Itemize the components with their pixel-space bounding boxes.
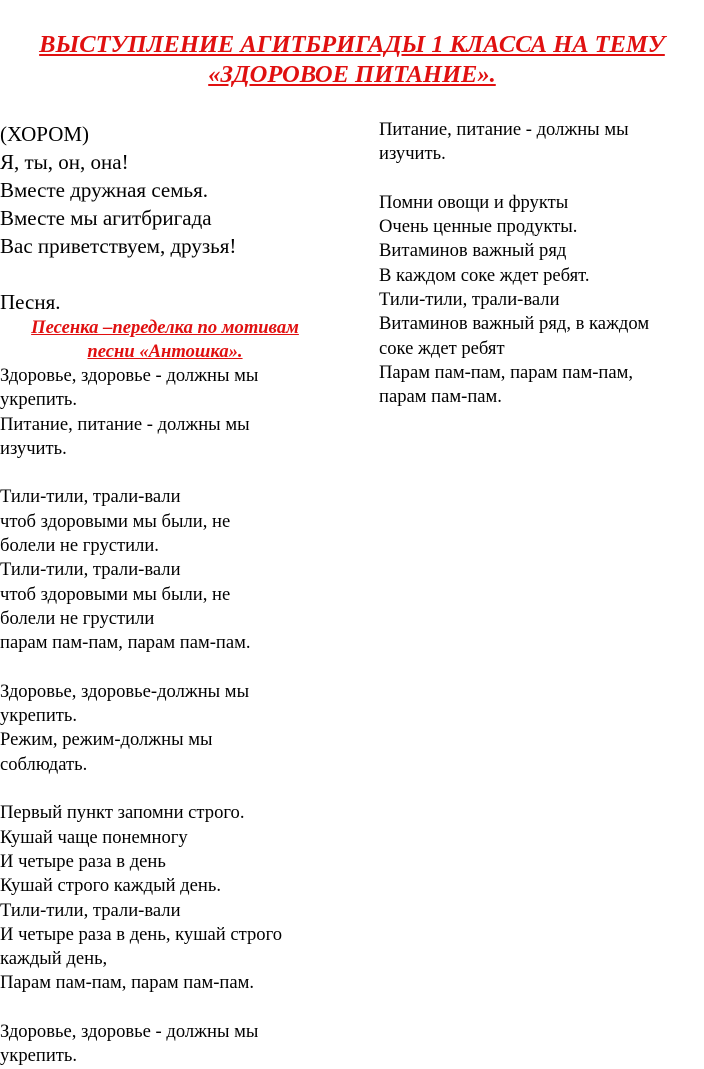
intro-line: Вместе дружная семья. bbox=[0, 178, 208, 202]
lyric-line: Витаминов важный ряд, в каждом bbox=[379, 313, 650, 335]
song-title-line-1: Песенка –переделка по мотивам bbox=[31, 317, 299, 338]
left-column bbox=[0, 120, 340, 1069]
lyric-line: каждый день, bbox=[0, 948, 108, 970]
right-column bbox=[379, 118, 699, 410]
lyric-line: Помни овощи и фрукты bbox=[379, 191, 569, 213]
intro-line: Вас приветствуем, друзья! bbox=[0, 234, 237, 258]
right-stanza-2 bbox=[379, 191, 699, 410]
title-line-2: «ЗДОРОВОЕ ПИТАНИЕ». bbox=[208, 61, 496, 88]
song-label: Песня. bbox=[0, 290, 61, 314]
document-title bbox=[0, 30, 704, 90]
lyric-line: Очень ценные продукты. bbox=[379, 216, 578, 238]
stanza-1 bbox=[0, 364, 340, 461]
lyric-line: Тили-тили, трали-вали bbox=[0, 899, 181, 921]
lyric-line: Здоровье, здоровье - должны мы bbox=[0, 365, 259, 386]
lyric-line: И четыре раза в день bbox=[0, 850, 166, 872]
intro-line: Я, ты, он, она! bbox=[0, 150, 129, 174]
lyric-line: Витаминов важный ряд bbox=[379, 240, 567, 262]
lyric-line: парам пам-пам, парам пам-пам. bbox=[0, 632, 251, 654]
lyric-line: Тили-тили, трали-вали bbox=[379, 289, 560, 311]
lyric-line: укрепить. bbox=[0, 705, 78, 727]
lyric-line: Первый пункт запомни строго. bbox=[0, 802, 245, 824]
lyric-line: соблюдать. bbox=[0, 753, 88, 775]
song-title bbox=[0, 316, 330, 364]
lyric-line: Тили-тили, трали-вали bbox=[0, 559, 181, 581]
stanza-4 bbox=[0, 801, 340, 995]
lyric-line: укрепить. bbox=[0, 389, 78, 411]
lyric-line: болели не грустили. bbox=[0, 535, 159, 557]
stanza-5 bbox=[0, 1020, 340, 1069]
lyric-line: парам пам-пам. bbox=[379, 386, 502, 408]
lyric-line: чтоб здоровыми мы были, не bbox=[0, 510, 231, 532]
lyric-line: укрепить. bbox=[0, 1045, 78, 1067]
lyric-line: соке ждет ребят bbox=[379, 337, 505, 359]
lyric-line: Питание, питание - должны мы bbox=[0, 413, 250, 435]
lyric-line: Парам пам-пам, парам пам-пам. bbox=[0, 972, 255, 994]
song-title-line-2: песни «Антошка». bbox=[87, 341, 243, 362]
stanza-3 bbox=[0, 680, 340, 777]
lyric-line: Кушай чаще понемногу bbox=[0, 826, 188, 848]
lyric-line: Парам пам-пам, парам пам-пам, bbox=[379, 361, 634, 383]
lyric-line: изучить. bbox=[0, 437, 67, 459]
lyric-line: Питание, питание - должны мы bbox=[379, 119, 629, 140]
lyric-line: В каждом соке ждет ребят. bbox=[379, 264, 590, 286]
lyric-line: И четыре раза в день, кушай строго bbox=[0, 923, 283, 945]
lyric-line: Здоровье, здоровье - должны мы bbox=[0, 1021, 259, 1043]
lyric-line: Тили-тили, трали-вали bbox=[0, 486, 181, 508]
lyric-line: болели не грустили bbox=[0, 607, 155, 629]
lyric-line: чтоб здоровыми мы были, не bbox=[0, 583, 231, 605]
right-stanza-1 bbox=[379, 118, 699, 167]
stanza-2 bbox=[0, 485, 340, 655]
intro-block bbox=[0, 120, 340, 260]
intro-line: Вместе мы агитбригада bbox=[0, 206, 212, 230]
lyric-line: Кушай строго каждый день. bbox=[0, 875, 221, 897]
lyric-line: изучить. bbox=[379, 143, 446, 165]
lyric-line: Режим, режим-должны мы bbox=[0, 729, 213, 751]
intro-line: (ХОРОМ) bbox=[0, 122, 90, 146]
lyric-line: Здоровье, здоровье-должны мы bbox=[0, 680, 250, 702]
title-line-1: ВЫСТУПЛЕНИЕ АГИТБРИГАДЫ 1 КЛАССА НА ТЕМУ bbox=[39, 31, 665, 58]
